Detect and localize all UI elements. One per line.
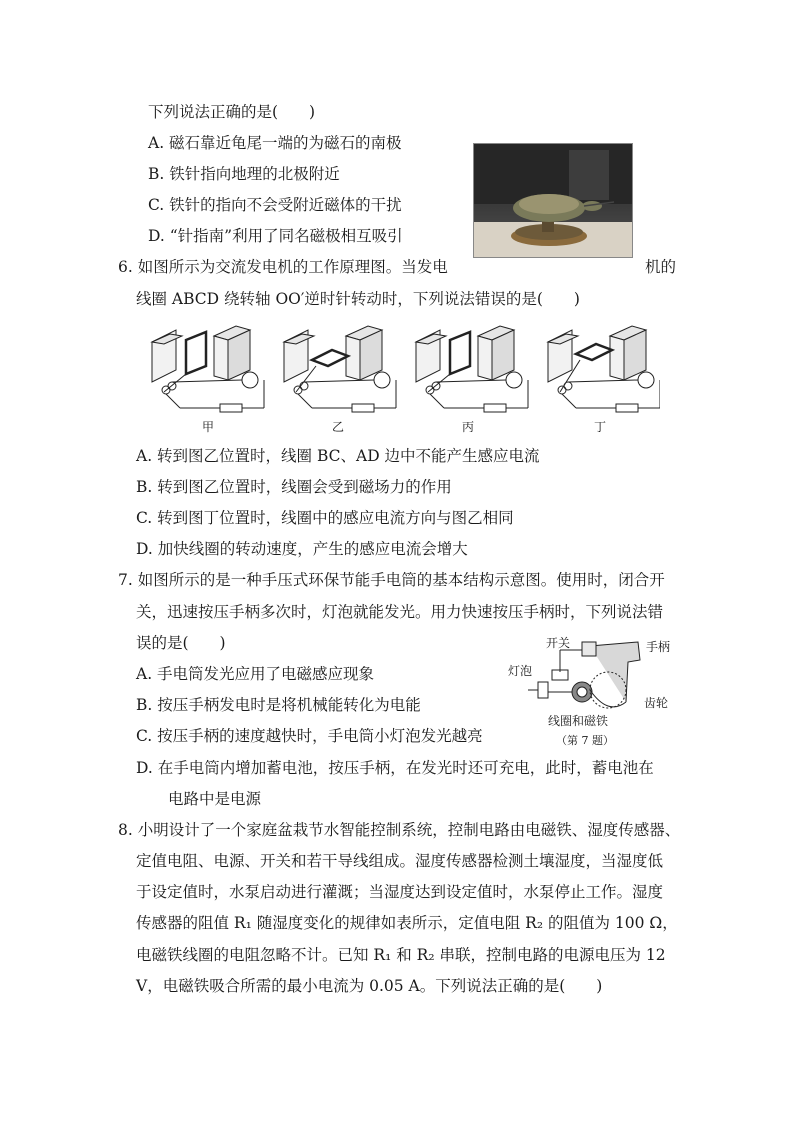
label-switch: 开关	[546, 636, 571, 650]
q5-option-a: A. 磁石靠近龟尾一端的为磁石的南极	[148, 134, 402, 152]
q6-line1-end: 机的	[645, 258, 677, 276]
q6-option-c: C. 转到图丁位置时，线圈中的感应电流方向与图乙相同	[136, 509, 514, 527]
generator-figures	[140, 322, 660, 434]
label-handle: 手柄	[646, 640, 671, 654]
q8-line6: V，电磁铁吸合所需的最小电流为 0.05 A。下列说法正确的是( )	[136, 977, 603, 995]
q6-option-a: A. 转到图乙位置时，线圈 BC、AD 边中不能产生感应电流	[136, 447, 540, 465]
q7-option-a: A. 手电筒发光应用了电磁感应现象	[136, 665, 375, 683]
q7-line1: 7. 如图所示的是一种手压式环保节能手电筒的基本结构示意图。使用时，闭合开	[118, 571, 665, 589]
fig-label-ding: 丁	[594, 420, 607, 434]
q5-option-d: D. “针指南”利用了同名磁极相互吸引	[148, 227, 403, 245]
q6-option-d: D. 加快线圈的转动速度，产生的感应电流会增大	[136, 540, 468, 558]
q5-option-c: C. 铁针的指向不会受附近磁体的干扰	[148, 196, 402, 214]
q7-line2: 关，迅速按压手柄多次时，灯泡就能发光。用力快速按压手柄时，下列说法错	[136, 603, 664, 621]
q8-line1: 8. 小明设计了一个家庭盆栽节水智能控制系统，控制电路由电磁铁、湿度传感器、	[118, 821, 681, 839]
q7-option-d: D. 在手电筒内增加蓄电池，按压手柄，在发光时还可充电，此时，蓄电池在	[136, 759, 654, 777]
q6-line1: 6. 如图所示为交流发电机的工作原理图。当发电	[118, 258, 448, 276]
q7-option-d-cont: 电路中是电源	[168, 790, 262, 808]
compass-turtle-photo	[473, 143, 633, 258]
q8-line3: 于设定值时，水泵启动进行灌溉；当湿度达到设定值时，水泵停止工作。湿度	[136, 883, 664, 901]
fig-label-yi: 乙	[332, 420, 345, 434]
q7-option-c: C. 按压手柄的速度越快时，手电筒小灯泡发光越亮	[136, 727, 483, 745]
label-gear: 齿轮	[644, 696, 669, 710]
fig-label-bing: 丙	[462, 420, 475, 434]
q8-line4: 传感器的阻值 R₁ 随湿度变化的规律如表所示，定值电阻 R₂ 的阻值为 100 Ω，	[136, 914, 678, 932]
fig-label-jia: 甲	[202, 420, 215, 434]
label-coil-magnet: 线圈和磁铁	[548, 714, 609, 728]
q5-stem: 下列说法正确的是( )	[148, 103, 316, 121]
q5-option-b: B. 铁针指向地理的北极附近	[148, 165, 340, 183]
label-bulb: 灯泡	[508, 664, 533, 678]
q7-line3: 误的是( )	[136, 634, 226, 652]
q6-line2: 线圈 ABCD 绕转轴 OO′逆时针转动时，下列说法错误的是( )	[136, 290, 580, 308]
q8-line5: 电磁铁线圈的电阻忽略不计。已知 R₁ 和 R₂ 串联，控制电路的电源电压为 12	[136, 946, 666, 964]
fig7-caption: （第 7 题）	[556, 734, 614, 747]
q8-line2: 定值电阻、电源、开关和若干导线组成。湿度传感器检测土壤湿度，当湿度低	[136, 852, 664, 870]
q7-option-b: B. 按压手柄发电时是将机械能转化为电能	[136, 696, 421, 714]
q6-option-b: B. 转到图乙位置时，线圈会受到磁场力的作用	[136, 478, 452, 496]
flashlight-figure	[508, 632, 678, 750]
